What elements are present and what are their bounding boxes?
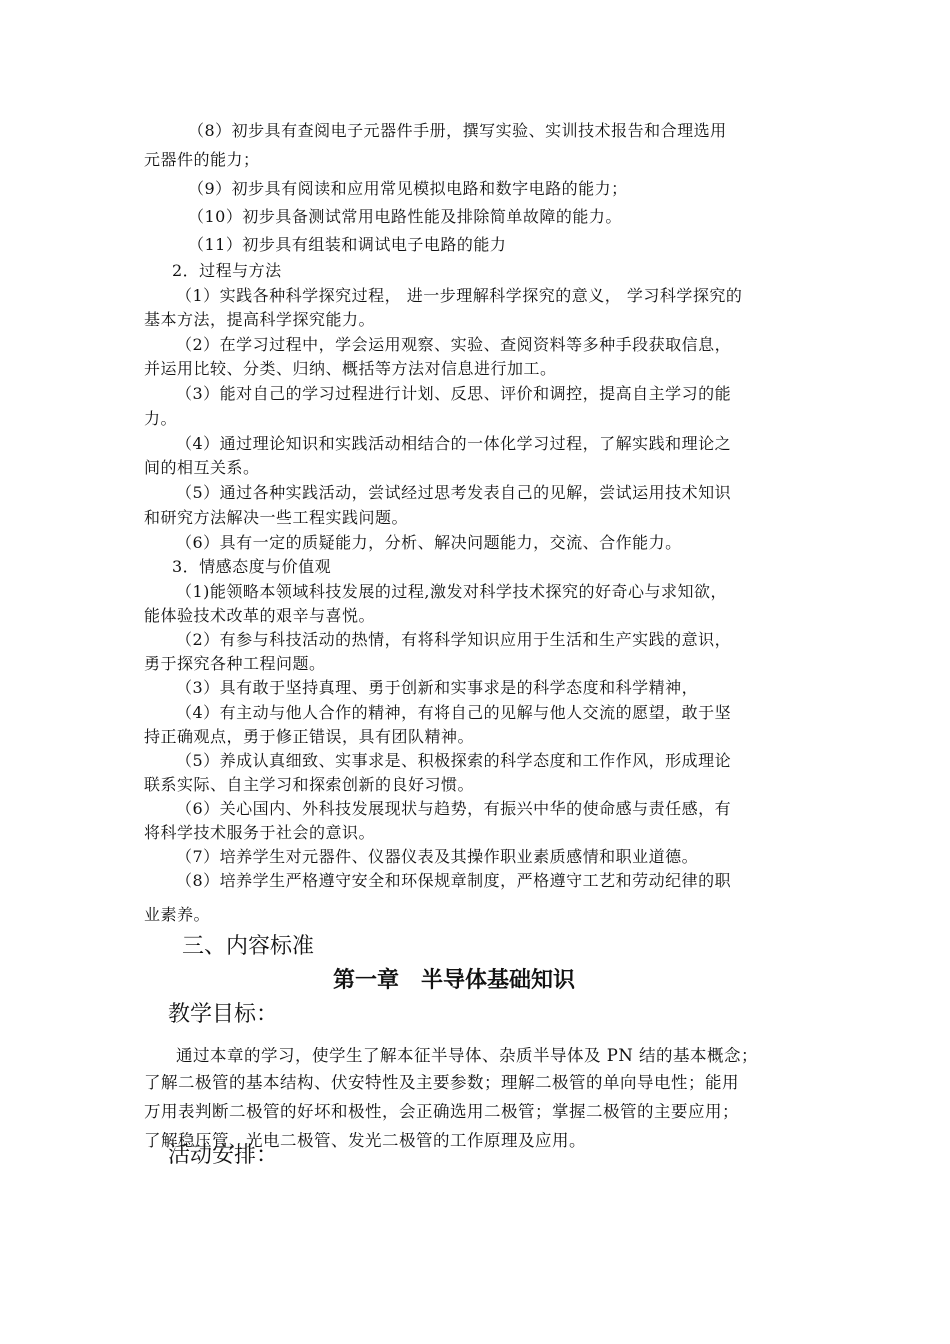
teaching-goals-line1: 通过本章的学习，使学生了解本征半导体、杂质半导体及 PN 结的基本概念； — [176, 1046, 759, 1065]
process-item-5-line1: （5）通过各种实践活动，尝试经过思考发表自己的见解，尝试运用技术知识 — [176, 483, 732, 502]
knowledge-item-9: （9）初步具有阅读和应用常见模拟电路和数字电路的能力； — [188, 179, 628, 198]
attitudes-item-1-line2: 能体验技术改革的艰辛与喜悦。 — [144, 606, 376, 625]
attitudes-item-6-line1: （6）关心国内、外科技发展现状与趋势，有振兴中华的使命感与责任感，有 — [176, 799, 732, 818]
knowledge-item-11: （11）初步具有组装和调试电子电路的能力 — [188, 235, 507, 254]
process-item-4-line1: （4）通过理论知识和实践活动相结合的一体化学习过程，了解实践和理论之 — [176, 434, 732, 453]
process-item-3-line2: 力。 — [144, 409, 178, 428]
attitudes-item-4-line1: （4）有主动与他人合作的精神，有将自己的见解与他人交流的愿望，敢于坚 — [176, 703, 732, 722]
process-item-1-line2: 基本方法，提高科学探究能力。 — [144, 310, 376, 329]
teaching-goals-line2: 了解二极管的基本结构、伏安特性及主要参数；理解二极管的单向导电性；能用 — [144, 1073, 739, 1092]
attitudes-item-1-line1: （1)能领略本领域科技发展的过程,激发对科学技术探究的好奇心与求知欲， — [176, 582, 728, 601]
attitudes-item-3: （3）具有敢于坚持真理、勇于创新和实事求是的科学态度和科学精神， — [176, 678, 699, 697]
process-item-3-line1: （3）能对自己的学习过程进行计划、反思、评价和调控，提高自主学习的能 — [176, 384, 732, 403]
process-item-2-line1: （2）在学习过程中，学会运用观察、实验、查阅资料等多种手段获取信息， — [176, 335, 732, 354]
attitudes-item-2-line2: 勇于探究各种工程问题。 — [144, 654, 326, 673]
attitudes-item-5-line2: 联系实际、自主学习和探索创新的良好习惯。 — [144, 775, 475, 794]
attitudes-item-8-line2: 业素养。 — [144, 905, 211, 924]
process-item-4-line2: 间的相互关系。 — [144, 458, 260, 477]
knowledge-item-8-line2: 元器件的能力； — [144, 150, 260, 169]
process-item-6: （6）具有一定的质疑能力，分析、解决问题能力，交流、合作能力。 — [176, 533, 682, 552]
section-heading: 三、内容标准 — [182, 934, 315, 959]
knowledge-item-10: （10）初步具备测试常用电路性能及排除简单故障的能力。 — [188, 207, 622, 226]
attitudes-item-7: （7）培养学生对元器件、仪器仪表及其操作职业素质感情和职业道德。 — [176, 847, 699, 866]
chapter-title: 第一章 半导体基础知识 — [333, 968, 576, 993]
attitudes-item-8-line1: （8）培养学生严格遵守安全和环保规章制度，严格遵守工艺和劳动纪律的职 — [176, 871, 732, 890]
attitudes-item-2-line1: （2）有参与科技活动的热情，有将科学知识应用于生活和生产实践的意识， — [176, 630, 732, 649]
knowledge-item-8-line1: （8）初步具有查阅电子元器件手册，撰写实验、实训技术报告和合理选用 — [188, 121, 727, 140]
teaching-goals-line3: 万用表判断二极管的好坏和极性，会正确选用二极管；掌握二极管的主要应用； — [144, 1102, 739, 1121]
attitudes-item-6-line2: 将科学技术服务于社会的意识。 — [144, 823, 376, 842]
process-item-1-line1: （1）实践各种科学探究过程， 进一步理解科学探究的意义， 学习科学探究的 — [176, 286, 743, 305]
process-methods-heading: 2．过程与方法 — [172, 261, 282, 280]
process-item-5-line2: 和研究方法解决一些工程实践问题。 — [144, 508, 409, 527]
attitudes-item-5-line1: （5）养成认真细致、实事求是、积极探索的科学态度和工作作风，形成理论 — [176, 751, 732, 770]
attitudes-heading: 3．情感态度与价值观 — [172, 557, 332, 576]
process-item-2-line2: 并运用比较、分类、归纳、概括等方法对信息进行加工。 — [144, 359, 557, 378]
activities-heading: 活动安排： — [168, 1143, 279, 1168]
attitudes-item-4-line2: 持正确观点，勇于修正错误，具有团队精神。 — [144, 727, 475, 746]
teaching-goals-heading: 教学目标： — [168, 1002, 279, 1027]
teaching-goals-line4: 了解稳压管、光电二极管、发光二极管的工作原理及应用。 — [144, 1131, 586, 1150]
